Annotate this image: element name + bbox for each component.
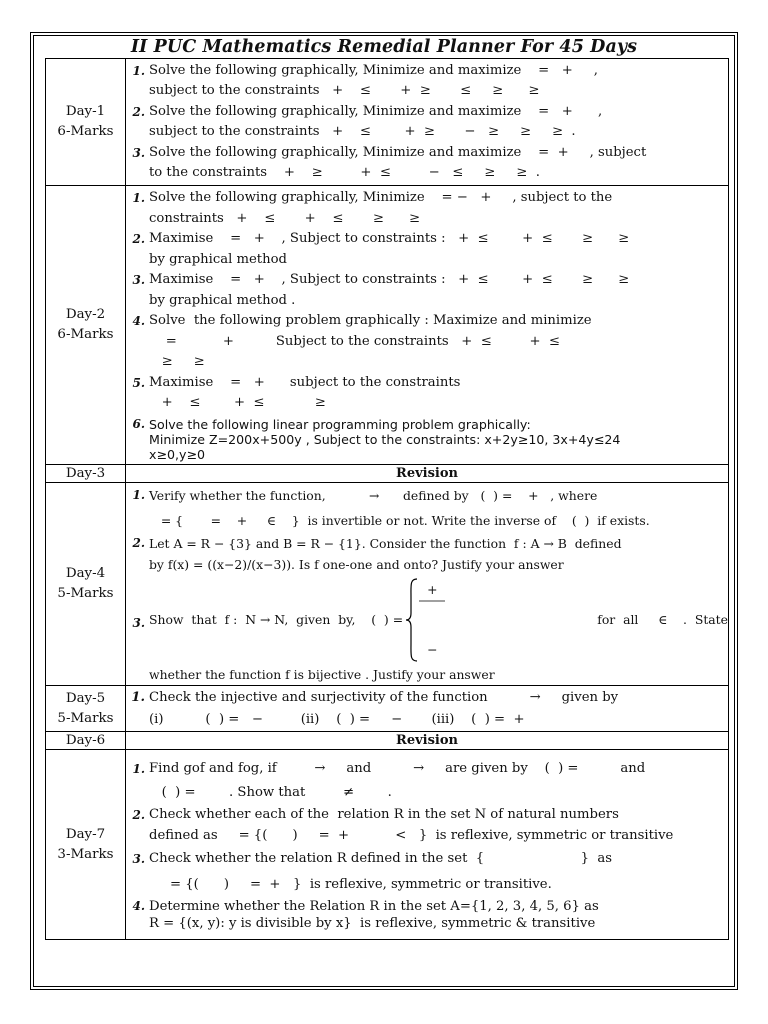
questions-cell xyxy=(126,686,729,732)
question-line: ≥ ≥ xyxy=(149,354,205,370)
marks-label: 6-Marks xyxy=(57,124,114,139)
day-label: Day-1 xyxy=(65,104,106,119)
question-line: defined as = {( ) = + < } is reflexive, symmetric or transitive xyxy=(149,827,674,843)
question xyxy=(126,575,728,685)
question-line: = {( ) = + } is reflexive, symmetric or transitive. xyxy=(149,877,552,892)
question-line: + ≤ + ≤ ≥ xyxy=(149,395,326,411)
question xyxy=(126,373,728,414)
question-line: to the constraints + ≥ + ≤ − ≤ ≥ ≥ . xyxy=(149,165,540,180)
question-line: Maximise = + , Subject to constraints : + ≤ + ≤ ≥ ≥ xyxy=(149,231,630,247)
question-number: 2. xyxy=(132,536,145,550)
question xyxy=(126,898,728,932)
questions-cell xyxy=(126,750,729,940)
question-number: 2. xyxy=(132,808,145,822)
question xyxy=(126,270,728,311)
question-number: 1. xyxy=(131,689,145,705)
question-number: 1. xyxy=(132,63,145,78)
day-label: Day-5 xyxy=(65,690,106,706)
day-row xyxy=(46,686,729,732)
day-row xyxy=(46,59,729,186)
question-line: Solve the following graphically, Minimize = − + , subject to the xyxy=(149,190,613,206)
day-row xyxy=(46,186,729,465)
question-number: 4. xyxy=(132,899,145,913)
question-line: (i) ( ) = − (ii) ( ) = − (iii) ( ) = + xyxy=(149,711,525,727)
day-cell xyxy=(46,483,126,686)
day-cell xyxy=(46,186,126,465)
questions-cell xyxy=(126,186,729,465)
planner-title: II PUC Mathematics Remedial Planner For 45 Days xyxy=(130,37,638,57)
question-line: Solve the following linear programming problem graphically: xyxy=(149,416,531,432)
day-row xyxy=(46,732,729,750)
question-line: Find gof and fog, if → and → are given by ( ) = and xyxy=(149,761,646,776)
question-number: 2. xyxy=(132,104,145,119)
question-line: = + Subject to the constraints + ≤ + ≤ xyxy=(149,333,560,349)
day-row xyxy=(46,750,729,940)
marks-label: 6-Marks xyxy=(57,327,114,342)
planner-table xyxy=(45,58,729,940)
day-label: Day-7 xyxy=(65,826,106,842)
question-number: 1. xyxy=(132,488,145,502)
day-cell xyxy=(46,750,126,940)
question xyxy=(126,533,728,575)
question-line: Let A = R − {3} and B = R − {1}. Consider the function f : A → B defined xyxy=(149,536,622,551)
marks-label: 5-Marks xyxy=(57,586,114,601)
question-line: Solve the following graphically, Minimize and maximize = + , subject xyxy=(149,144,647,160)
question-line: subject to the constraints + ≤ + ≥ − ≥ ≥ ≥ . xyxy=(149,124,576,139)
question-line: by f(x) = ((x−2)/(x−3)). Is f one-one and onto? Justify your answer xyxy=(149,557,564,572)
question-number: 3. xyxy=(132,273,145,288)
brace-case-bottom: − xyxy=(427,642,438,657)
question-line: Check whether the relation R defined in the set { } as xyxy=(149,851,613,866)
question-line: Minimize Z=200x+500y , Subject to the constraints: x+2y≥10, 3x+4y≤24 xyxy=(149,431,621,447)
day-cell xyxy=(46,59,126,186)
question-line: subject to the constraints + ≤ + ≥ ≤ ≥ ≥ xyxy=(149,83,540,98)
question-line: Maximise = + subject to the constraints xyxy=(149,374,461,390)
question-line: Determine whether the Relation R in the set A={1, 2, 3, 4, 5, 6} as xyxy=(149,899,599,914)
marks-label: 3-Marks xyxy=(57,846,114,862)
questions-cell xyxy=(126,483,729,686)
question xyxy=(126,229,728,270)
question-number: 2. xyxy=(132,232,145,247)
question-text: Show that f : N → N, given by, ( ) = xyxy=(149,612,404,627)
day-label: Day-4 xyxy=(65,566,106,581)
question xyxy=(126,311,728,373)
question-number: 6. xyxy=(132,416,145,431)
question xyxy=(126,61,728,102)
question-number: 3. xyxy=(132,145,145,160)
question xyxy=(126,483,728,533)
question-line: by graphical method . xyxy=(149,292,296,308)
question-line: Check whether each of the relation R in the set N of natural numbers xyxy=(149,807,619,822)
question xyxy=(126,143,728,184)
question xyxy=(126,188,728,229)
revision-label: Revision xyxy=(126,732,729,750)
marks-label: 5-Marks xyxy=(57,710,114,726)
question xyxy=(126,805,728,846)
day-cell xyxy=(46,732,126,750)
question-line: x≥0,y≥0 xyxy=(149,446,206,462)
question-line: Check the injective and surjectivity of the function → given by xyxy=(149,689,619,705)
question-line: constraints + ≤ + ≤ ≥ ≥ xyxy=(149,210,421,226)
day-cell xyxy=(46,686,126,732)
question-number: 3. xyxy=(132,616,145,630)
day-cell xyxy=(46,465,126,483)
day-label: Day-2 xyxy=(65,307,106,322)
question-number: 1. xyxy=(132,762,145,776)
question-text: for all ∈ . State xyxy=(597,612,728,627)
revision-label: Revision xyxy=(126,465,729,483)
question-line: = { = + ∈ } is invertible or not. Write the inverse of ( ) if exists. xyxy=(149,513,650,528)
question-line: whether the function f is bijective . Justify your answer xyxy=(149,667,495,682)
question-number: 4. xyxy=(132,314,145,329)
questions-cell xyxy=(126,59,729,186)
brace-case-top: + xyxy=(427,582,438,597)
question xyxy=(126,757,728,805)
question-line: Solve the following graphically, Minimize and maximize = + , xyxy=(149,103,603,119)
question xyxy=(126,846,728,898)
question-line: R = {(x, y): y is divisible by x} is reflexive, symmetric & transitive xyxy=(149,916,596,931)
question-number: 5. xyxy=(132,375,145,390)
question xyxy=(126,687,728,731)
day-label: Day-6 xyxy=(65,732,106,748)
question-line: Solve the following problem graphically : Maximize and minimize xyxy=(149,313,592,329)
question-line: Verify whether the function, → defined by ( ) = + , where xyxy=(149,488,598,503)
question-line: Solve the following graphically, Minimize and maximize = + , xyxy=(149,62,598,78)
question xyxy=(126,102,728,143)
question-number: 1. xyxy=(132,191,145,206)
question-number: 3. xyxy=(132,852,145,866)
question-line: Maximise = + , Subject to constraints : + ≤ + ≤ ≥ ≥ xyxy=(149,272,630,288)
question xyxy=(126,417,728,462)
question-line: ( ) = . Show that ≠ . xyxy=(149,785,392,800)
question-line: by graphical method xyxy=(149,251,287,267)
day-row xyxy=(46,483,729,686)
day-label: Day-3 xyxy=(65,465,106,481)
day-row xyxy=(46,465,729,483)
